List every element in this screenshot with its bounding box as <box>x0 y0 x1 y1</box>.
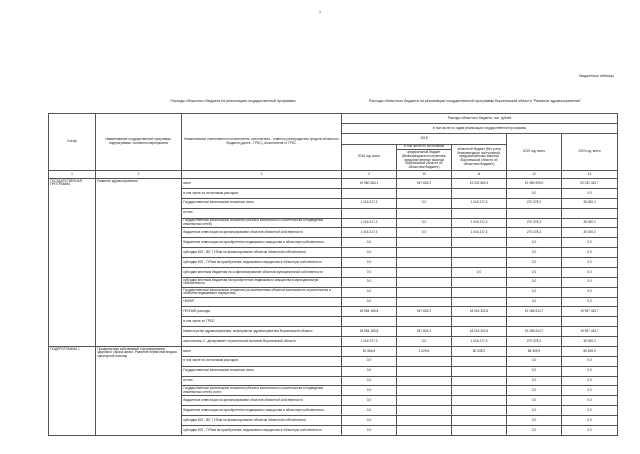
row-value: 1 016 217,3 <box>342 198 397 208</box>
row-value: 19 980 384,1 <box>342 179 397 189</box>
row-value <box>452 287 507 297</box>
row-value: 85 405,9 <box>562 346 618 356</box>
row-label: ПРОЧИЕ расходы <box>182 307 342 317</box>
row-value: 0,0 <box>507 386 562 396</box>
row-value: 0,0 <box>507 416 562 426</box>
row-label: бюджетные инвестиции на приобретение недвижимого имущества в областную собственность <box>182 238 342 248</box>
row-value: 0,0 <box>507 297 562 307</box>
row-value: 0,0 <box>507 376 562 386</box>
col-program-name: Наименование государственной программы, подпрограммы, основного мероприятия <box>96 114 182 171</box>
row-value: 18 964 166,8 <box>342 307 397 317</box>
row-value: 0,0 <box>342 376 397 386</box>
row-value: 0,0 <box>507 238 562 248</box>
row-value: 0,0 <box>342 386 397 396</box>
row-value: 0,0 <box>397 218 452 228</box>
column-number: 11 <box>452 170 507 178</box>
row-value: 1 029,6 <box>397 346 452 356</box>
row-value: 0,0 <box>397 228 452 238</box>
col-status: Статус <box>49 114 96 171</box>
row-value <box>397 287 452 297</box>
col-year-2019: 2019 год, всего <box>507 134 562 171</box>
header-left-title: Расходы областного бюджета на реализацию государственной программы <box>170 99 296 103</box>
row-value <box>397 297 452 307</box>
row-value: 0,0 <box>342 396 397 406</box>
row-program-name: Профилактика заболеваний и формирование здорового образа жизни. Развитие первичной медико-санитарной помощи <box>96 346 182 435</box>
row-value: 1 016 217,3 <box>452 337 507 347</box>
row-label: субсидии ЮЛ - ГУПам на приобретение недвижимого имущества в областную собственность <box>182 258 342 268</box>
row-value <box>507 208 562 218</box>
row-value <box>342 317 397 327</box>
row-label: в том числе по источникам расходов: <box>182 356 342 366</box>
row-label: из них: <box>182 376 342 386</box>
row-label: бюджетные инвестиции на приобретение недвижимого имущества в областную собственность <box>182 406 342 416</box>
row-value <box>452 248 507 258</box>
row-value: 0,0 <box>507 356 562 366</box>
row-value <box>397 317 452 327</box>
row-value <box>452 425 507 435</box>
column-numbers-row <box>49 170 618 178</box>
row-value <box>397 248 452 258</box>
row-value: 0,0 <box>562 406 618 416</box>
row-value: 18 016 342,6 <box>452 307 507 317</box>
row-value <box>397 386 452 396</box>
row-value: 0,0 <box>507 248 562 258</box>
col-federal <box>397 144 452 170</box>
expenses-table <box>48 113 618 436</box>
row-value: 0,0 <box>342 366 397 376</box>
row-label: исполнитель 2 - департамент строительной политики Воронежской области <box>182 337 342 347</box>
row-value: 80 535,2 <box>452 346 507 356</box>
row-value: 19 997 443,7 <box>562 307 618 317</box>
row-value: 0,0 <box>452 267 507 277</box>
row-label: из них: <box>182 208 342 218</box>
row-label: бюджетные инвестиции на финансирование объектов областной собственности <box>182 396 342 406</box>
table-row <box>49 346 618 356</box>
row-value <box>452 356 507 366</box>
col-plan-2018: 2018 год, всего <box>342 144 397 170</box>
row-value: 19 032 560,3 <box>452 179 507 189</box>
row-value: 19 455 993,0 <box>507 179 562 189</box>
row-value: 19 185 614,7 <box>507 307 562 317</box>
row-label: Государственные капитальные вложения (за исключением объектов капитального строительства и объектов недвижимого имущества) <box>182 287 342 297</box>
row-value: 0,0 <box>562 188 618 198</box>
row-value: 0,0 <box>562 267 618 277</box>
row-value: 0,0 <box>342 238 397 248</box>
row-value: 0,0 <box>562 396 618 406</box>
row-value <box>452 208 507 218</box>
row-value: 1 016 217,3 <box>452 218 507 228</box>
row-value: 0,0 <box>342 267 397 277</box>
row-value: 20 032 443,7 <box>562 179 618 189</box>
row-label: субсидии ЮЛ - ФЛ, ГУПам на финансирование объектов областной собственности <box>182 416 342 426</box>
row-value: 0,0 <box>507 406 562 416</box>
row-program-name: Развитие здравоохранения <box>96 179 182 347</box>
row-value: 0,0 <box>397 337 452 347</box>
row-value: 0,0 <box>507 396 562 406</box>
row-label: Министерство здравоохранения, мероприятия здравоохранения Воронежской области <box>182 327 342 337</box>
row-value <box>397 376 452 386</box>
row-value <box>397 267 452 277</box>
row-label: субсидии ЮЛ - ГУПам на приобретение недвижимого имущества в областную собственность <box>182 425 342 435</box>
row-value <box>452 416 507 426</box>
row-value: 0,0 <box>507 258 562 268</box>
row-value: 0,0 <box>342 248 397 258</box>
row-value: 270 378,3 <box>507 218 562 228</box>
row-value: 0,0 <box>562 416 618 426</box>
row-value: 0,0 <box>562 366 618 376</box>
row-value <box>452 386 507 396</box>
row-label: всего <box>182 179 342 189</box>
column-number: 1 <box>49 170 96 178</box>
row-value <box>452 238 507 248</box>
page-number: 1 <box>318 9 322 14</box>
row-value <box>397 406 452 416</box>
row-label: Государственные капитальные вложения (объекты капитального строительства и подведения инженерных сетей), всего <box>182 386 342 396</box>
row-value: 0,0 <box>342 258 397 268</box>
row-value: 0,0 <box>507 277 562 287</box>
row-value: 270 378,3 <box>507 228 562 238</box>
row-label: субсидии местным бюджетам на приобретение недвижимого имущества в муниципальную собственность <box>182 277 342 287</box>
row-value <box>452 366 507 376</box>
row-value: 81 564,8 <box>342 346 397 356</box>
row-label: всего <box>182 346 342 356</box>
row-value <box>397 366 452 376</box>
row-value: 0,0 <box>562 277 618 287</box>
row-value: 0,0 <box>562 238 618 248</box>
row-value: 1 016 217,3 <box>342 218 397 228</box>
col-federal-text: федеральный бюджет (безвозмездные поступления, предусмотренные законом Воронежской области об областном бюджете) <box>401 150 447 169</box>
header-right-title: Расходы областного бюджета на реализацию государственной программы Воронежской области "Развитие здравоохранения" <box>369 99 581 103</box>
row-value <box>507 317 562 327</box>
row-label: бюджетные инвестиции на финансирование объектов областной собственности <box>182 228 342 238</box>
col-regional: областной бюджет (без учета безвозмездных поступлений, предусмотренных законом Воронежской области об областном бюджете) <box>452 144 507 170</box>
row-value: 0,0 <box>342 277 397 287</box>
row-value: 0,0 <box>342 287 397 297</box>
row-label: Государственные капитальные вложения (объекты капитального строительства и подведения инженерных сетей) <box>182 218 342 228</box>
row-value <box>452 297 507 307</box>
column-number: 10 <box>397 170 452 178</box>
row-value: 1 016 217,3 <box>342 228 397 238</box>
row-value: 0,0 <box>342 416 397 426</box>
row-value: 0,0 <box>507 287 562 297</box>
row-value <box>397 238 452 248</box>
row-value <box>452 317 507 327</box>
row-value: 0,0 <box>562 287 618 297</box>
row-value: 1 016 217,3 <box>452 228 507 238</box>
row-value <box>562 317 618 327</box>
row-value: 0,0 <box>562 258 618 268</box>
row-value: 18 016 342,6 <box>452 327 507 337</box>
row-value: 1 016 217,3 <box>342 337 397 347</box>
row-value <box>452 258 507 268</box>
row-label: в том числе по ГРБС: <box>182 317 342 327</box>
row-value: 947 824,2 <box>397 179 452 189</box>
row-value <box>562 208 618 218</box>
row-value: 35 000,0 <box>562 198 618 208</box>
row-value: 0,0 <box>562 386 618 396</box>
col-year-2020: 2020 год, всего <box>562 134 618 171</box>
row-label: субсидии ЮЛ - ФЛ, ГУПам на финансирование объектов областной собственности <box>182 248 342 258</box>
row-value: 1 016 217,3 <box>452 198 507 208</box>
row-value <box>452 277 507 287</box>
row-value: 18 964 166,8 <box>342 327 397 337</box>
row-value: 0,0 <box>507 425 562 435</box>
row-label: Государственные капитальные вложения, всего <box>182 198 342 208</box>
row-status: ГОСУДАРСТВЕННАЯ ПРОГРАММА <box>49 179 96 347</box>
row-value: 35 000,0 <box>562 337 618 347</box>
row-value: 0,0 <box>562 425 618 435</box>
row-value: 0,0 <box>507 188 562 198</box>
row-value <box>452 396 507 406</box>
row-value <box>397 188 452 198</box>
row-value <box>397 425 452 435</box>
col-including-label: в том числе по источникам <box>397 145 451 151</box>
row-value: 0,0 <box>562 376 618 386</box>
row-label: субсидии местным бюджетам на софинансирование объектов муниципальной собственности <box>182 267 342 277</box>
row-value: 270 378,3 <box>507 198 562 208</box>
row-value <box>397 277 452 287</box>
row-value: 35 000,0 <box>562 218 618 228</box>
column-number: 3 <box>182 170 342 178</box>
row-label: НИОКР <box>182 297 342 307</box>
col-ministry: Наименование ответственного исполнителя, исполнителя - главного распорядителя средств областного бюджета (далее - ГРБС), исполнителя от ГРБС <box>182 114 342 171</box>
row-value: 0,0 <box>397 198 452 208</box>
row-value: 19 997 443,7 <box>562 327 618 337</box>
row-value <box>452 376 507 386</box>
row-value <box>452 188 507 198</box>
row-value: 0,0 <box>507 366 562 376</box>
column-number: 4 <box>342 170 397 178</box>
row-label: в том числе по источникам расходов: <box>182 188 342 198</box>
row-value: 0,0 <box>507 267 562 277</box>
appendix-label: Бюджетные таблицы <box>579 74 614 78</box>
row-value <box>397 208 452 218</box>
row-value: 0,0 <box>562 297 618 307</box>
row-value: 0,0 <box>562 356 618 366</box>
row-value: 947 824,2 <box>397 327 452 337</box>
row-value: 0,0 <box>342 356 397 366</box>
row-value <box>452 406 507 416</box>
row-value: 270 378,3 <box>507 337 562 347</box>
row-value: 0,0 <box>342 425 397 435</box>
row-value <box>397 356 452 366</box>
row-value <box>397 258 452 268</box>
col-expenses-group: Расходы областного бюджета, тыс. рублей <box>342 114 618 124</box>
column-number: 12 <box>507 170 562 178</box>
col-year-2018: 2018 <box>342 134 507 144</box>
col-by-years: в том числе по годам реализации государственной программы <box>342 124 618 134</box>
row-value: 0,0 <box>342 406 397 416</box>
row-label: Государственные капитальные вложения, всего <box>182 366 342 376</box>
row-value <box>397 416 452 426</box>
row-value: 35 000,0 <box>562 228 618 238</box>
row-value: 0,0 <box>342 297 397 307</box>
row-value: 0,0 <box>562 248 618 258</box>
row-value <box>342 188 397 198</box>
row-status: ПОДПРОГРАММА 1 <box>49 346 96 435</box>
column-number: 13 <box>562 170 618 178</box>
row-value: 19 185 614,7 <box>507 327 562 337</box>
table-row <box>49 179 618 189</box>
row-value: 947 824,2 <box>397 307 452 317</box>
column-number: 2 <box>96 170 182 178</box>
row-value: 85 405,9 <box>507 346 562 356</box>
row-value <box>342 208 397 218</box>
row-value <box>397 396 452 406</box>
